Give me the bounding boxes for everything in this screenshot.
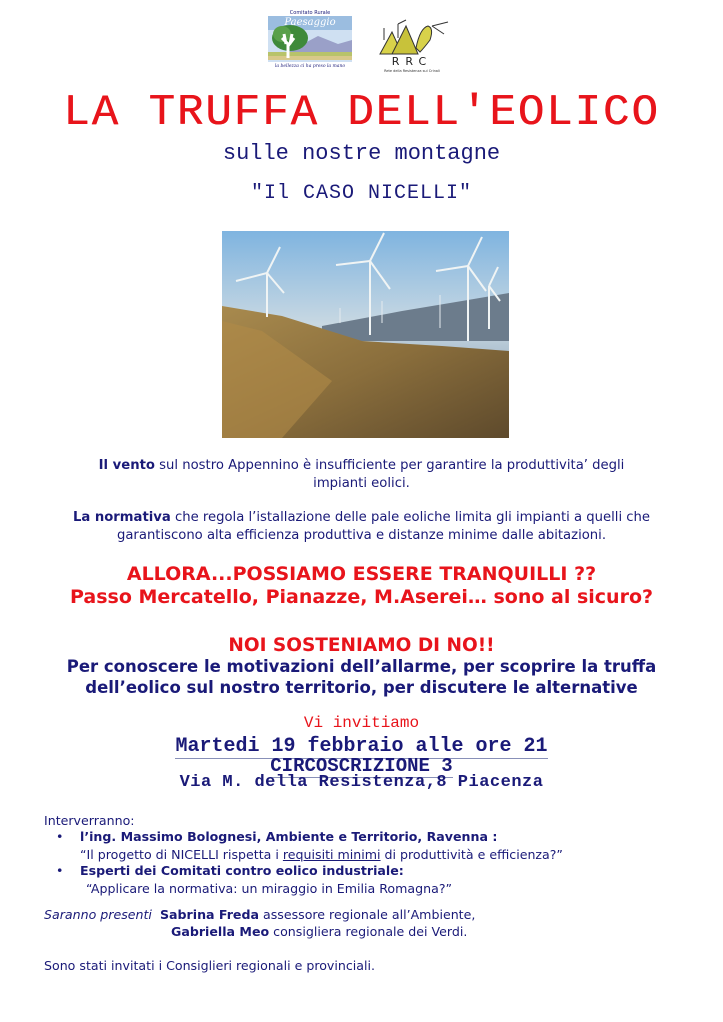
speaker-name: l’ing. Massimo Bolognesi, Ambiente e Territorio, Ravenna :	[80, 829, 498, 844]
speaker-item-2	[56, 862, 404, 879]
svg-text:RRC: RRC	[391, 55, 433, 68]
rrc-logo	[372, 18, 452, 74]
event-venue: CIRCOSCRIZIONE 3	[270, 755, 453, 777]
question-block	[0, 563, 723, 609]
answer-line-2: dell’eolico sul nostro territorio, per discutere le alternative	[85, 678, 638, 697]
attendee-name: Gabriella Meo	[171, 924, 270, 939]
attendees-line-2: Gabriella Meo consigliera regionale dei Verdi.	[171, 924, 468, 939]
bullet-icon: •	[56, 829, 64, 844]
attendees-label: Saranno presenti	[44, 907, 152, 922]
wind-insufficient-paragraph	[0, 457, 723, 493]
bullet-icon: •	[56, 863, 64, 878]
speaker-name: Esperti dei Comitati contro eolico industriale:	[80, 863, 404, 878]
svg-text:Comitato Rurale: Comitato Rurale	[289, 10, 331, 16]
speaker-quote-1: “Il progetto di NICELLI rispetta i requisiti minimi di produttività e efficienza?”	[80, 847, 563, 862]
wind-text: sul nostro Appennino è insufficiente per garantire la produttivita’ degli impianti eolici.	[154, 458, 625, 491]
rrc-mountain-turbine-icon	[372, 18, 452, 74]
paesaggio-logo	[268, 8, 352, 70]
svg-text:Rete della Resistenza sui Crin: Rete della Resistenza sui Crinali	[384, 69, 440, 73]
footer-note: Sono stati invitati i Consiglieri regionali e provinciali.	[44, 958, 376, 973]
event-address: Via M. della Resistenza,8 Piacenza	[179, 773, 544, 792]
wind-turbines-photo	[222, 231, 509, 438]
speaker-quote-2: “Applicare la normativa: un miraggio in Emilia Romagna?”	[86, 881, 453, 896]
event-date: Martedi 19 febbraio alle ore 21	[175, 735, 548, 758]
tree-hand-logo-icon	[268, 8, 352, 70]
regulation-text: che regola l’istallazione delle pale eoliche limita gli impianti a quelli che garantiscono alta efficienza produttiva e distanze minime dalle abitazioni.	[116, 510, 651, 543]
answer-text	[0, 656, 723, 698]
answer-line-1: Per conoscere le motivazioni dell’allarme, per scoprire la truffa	[66, 657, 657, 676]
page-subtitle: sulle nostre montagne	[222, 141, 501, 166]
invite-label: Vi invitiamo	[303, 714, 420, 732]
case-title: "Il CASO NICELLI"	[250, 182, 473, 205]
question-line-1: ALLORA...POSSIAMO ESSERE TRANQUILLI ??	[126, 563, 597, 585]
attendee-name: Sabrina Freda	[159, 907, 259, 922]
svg-text:la bellezza ci ha preso la man: la bellezza ci ha preso la mano	[274, 64, 346, 69]
wind-turbine-landscape-image	[222, 231, 509, 438]
speakers-heading: Interverranno:	[44, 813, 135, 828]
underlined-phrase: requisiti minimi	[282, 847, 381, 862]
wind-label: Il vento	[98, 458, 155, 473]
attendees-line-1: Saranno presenti Sabrina Freda assessore regionale all’Ambiente,	[44, 907, 476, 922]
question-line-2: Passo Mercatello, Pianazze, M.Aserei… sono al sicuro?	[69, 586, 654, 608]
speaker-item-1	[56, 828, 497, 845]
svg-text:Paesaggio: Paesaggio	[284, 17, 336, 28]
answer-headline: NOI SOSTENIAMO DI NO!!	[228, 635, 495, 656]
regulation-label: La normativa	[72, 510, 171, 525]
page-title: LA TRUFFA DELL'EOLICO	[63, 88, 660, 138]
regulation-paragraph	[0, 509, 723, 545]
